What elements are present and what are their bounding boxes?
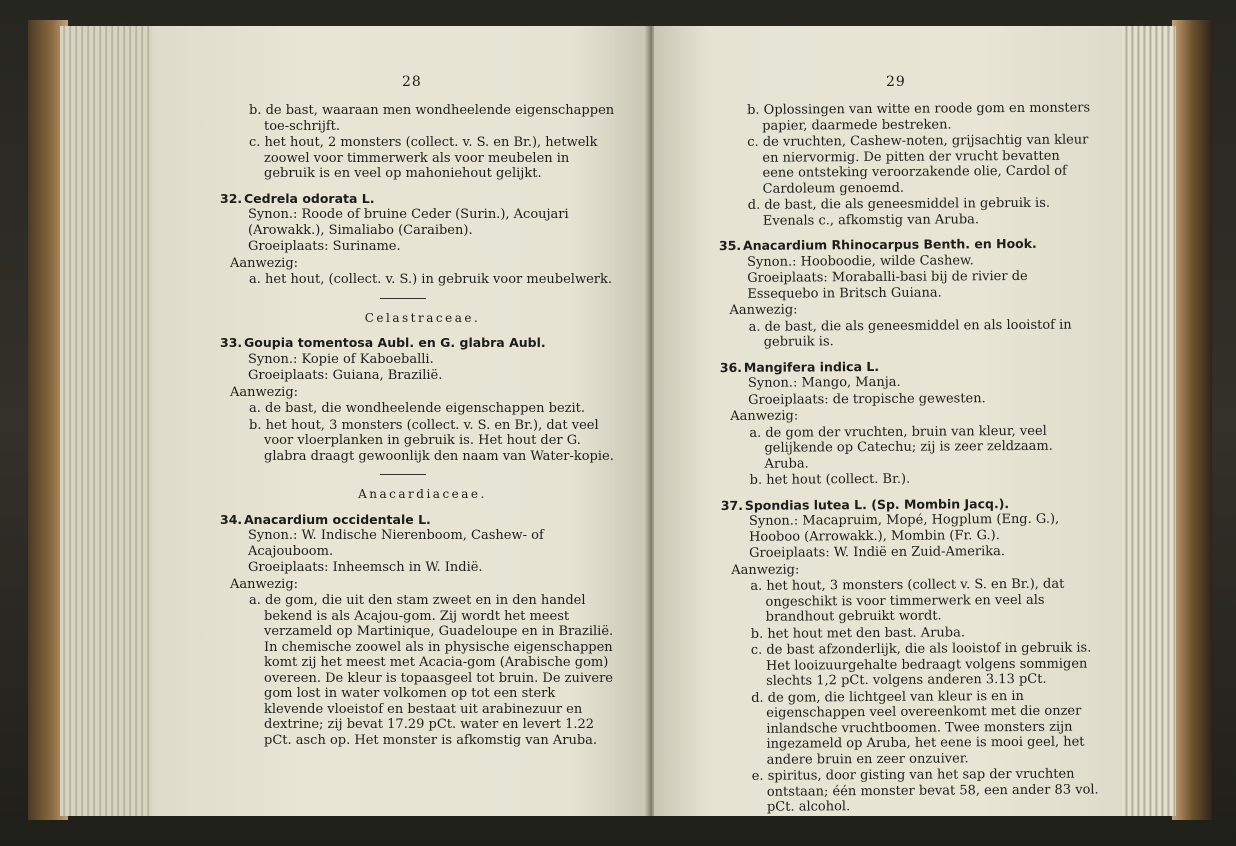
synonym-line: Synon.: Kopie of Kaboeballi.: [248, 351, 434, 367]
entry-title: Mangifera indica L.: [743, 358, 880, 375]
entry-number: 37.: [720, 497, 744, 513]
entry-heading: [719, 357, 1096, 375]
list-item: e. spiritus, door gisting van het sap der vruchten ontstaan; één monster bevat 58, een ander 83 vol. pCt. alcohol.: [751, 766, 1099, 815]
entry-number: 34.: [220, 511, 243, 527]
entry-number: 36.: [719, 359, 743, 375]
family-heading: Celastraceae.: [364, 310, 481, 325]
list-item: b. Oplossingen van witte en roode gom en monsters papier, daarmede bestreken.: [747, 100, 1091, 134]
page-number: 28: [402, 74, 422, 90]
habitat-line: Groeiplaats: Inheemsch in W. Indië.: [248, 560, 483, 575]
list-item: c. de vruchten, Cashew-noten, grijsachtig van kleur en niervormig. De pitten der vrucht bevatten eene ontsteking veroorzakende olie, Cardol of Cardoleum genoemd.: [747, 132, 1089, 197]
list-item: c. de bast afzonderlijk, die als looistof in gebruik is. Het looizuurgehalte bedraagt volgens sommigen slechts 1,2 pCt. volgens anderen 3.13 pCt.: [750, 640, 1092, 689]
synonym-line: Synon.: Macapruim, Mopé, Hogplum (Eng. G.), Hooboo (Arrowakk.), Mombin (Fr. G.).: [748, 511, 1060, 545]
present-label: Aanwezig:: [730, 408, 799, 424]
list-item: a. het hout, (collect. v. S.) in gebruik voor meubelwerk.: [249, 272, 613, 287]
entry-number: 33.: [220, 335, 243, 350]
habitat-line: Groeiplaats: Suriname.: [248, 239, 401, 254]
list-item: d. de bast, die als geneesmiddel in gebruik is. Evenals c., afkomstig van Aruba.: [747, 195, 1051, 229]
entry-number: 32.: [220, 190, 243, 206]
list-item: a. de gom, die uit den stam zweet en in den handel bekend is als Acajou-gom. Zij wordt het meest verzameld op Martinique, Guadeloupe en in Brazilië. In chemische zoowel als in physische eigenschappen komt zij het meest met Acacia-gom (Arabische gom) overeen. De kleur is topaasgeel tot bruin. De zuivere gom lost in water volkomen op tot een sterk klevende vloeistof en bestaat uit arabinezuur en dextrine; zij bevat 17.29 pCt. water en levert 1.22 pCt. asch op. Het monster is afkomstig van Aruba.: [249, 593, 614, 748]
list-item: d. de gom, die lichtgeel van kleur is en in eigenschappen veel overeenkomt met die onzer inlandsche vruchtboomen. Twee monsters zijn ingezameld op Aruba, het eene is mooi geel, het andere bruin en zeer onzuiver.: [751, 688, 1085, 768]
synonym-line: Synon.: W. Indische Nierenboom, Cashew- of Acajouboom.: [248, 528, 544, 559]
habitat-line: Groeiplaats: W. Indië en Zuid-Amerika.: [749, 544, 1006, 561]
list-item: a. de bast, die wondheelende eigenschappen bezit.: [249, 401, 586, 416]
list-item: a. de gom der vruchten, bruin van kleur, veel gelijkende op Catechu; zij is zeer zeldzaam. Aruba.: [749, 423, 1053, 472]
synonym-line: Synon.: Mango, Manja.: [747, 374, 901, 391]
family-heading: Anacardiaceae.: [358, 487, 487, 501]
entry-number: 35.: [718, 237, 742, 254]
entry-title: Goupia tomentosa Aubl. en G. glabra Aubl.: [244, 335, 546, 350]
present-label: Aanwezig:: [731, 562, 800, 578]
entry-title: Spondias lutea L. (Sp. Mombin Jacq.).: [744, 495, 1010, 513]
entry-title: Cedrela odorata L.: [244, 190, 375, 206]
list-item: b. het hout, 3 monsters (collect. v. S. en Br.), dat veel voor vloerplanken in gebruik is. Het hout der G. glabra draagt gewoonlijk den naam van Water-kopie.: [249, 417, 614, 464]
entry-title: Anacardium Rhinocarpus Benth. en Hook.: [742, 235, 1037, 253]
divider: [380, 298, 426, 299]
synonym-line: Synon.: Roode of bruine Ceder (Surin.), Acoujari (Arowakk.), Simaliabo (Caraiben).: [248, 207, 569, 238]
right-page: [654, 26, 1122, 816]
list-item: c. het hout, 2 monsters (collect. v. S. en Br.), hetwelk zoowel voor timmerwerk als voor meubelen in gebruik is en veel op mahoniehout gelijkt.: [249, 135, 598, 181]
list-item: b. het hout met den bast. Aruba.: [750, 624, 966, 642]
habitat-line: Groeiplaats: Guiana, Brazilië.: [248, 368, 443, 383]
page-number: 29: [886, 74, 906, 90]
page-edges-left: [60, 26, 160, 816]
text-column: [220, 102, 615, 749]
habitat-line: Groeiplaats: de tropische gewesten.: [748, 390, 986, 408]
entry-heading: [220, 190, 615, 207]
present-label: Aanwezig:: [230, 384, 299, 400]
divider: [380, 474, 426, 475]
present-label: Aanwezig:: [230, 576, 299, 592]
entry-title: Anacardium occidentale L.: [244, 511, 431, 527]
book-cover-right: [1172, 20, 1212, 820]
entry-heading: [720, 495, 1097, 513]
list-item: b. de bast, waaraan men wondheelende eigenschappen toe-schrijft.: [249, 103, 615, 134]
list-item: a. de bast, die als geneesmiddel en als looistof in gebruik is.: [748, 317, 1072, 350]
entry-heading: [220, 511, 615, 528]
list-item: a. het hout, 3 monsters (collect v. S. en Br.), dat ongeschikt is voor timmerwerk en veel als brandhout gebruikt wordt.: [750, 576, 1065, 625]
text-column: [718, 99, 1099, 816]
habitat-line: Groeiplaats: Moraballi-basi bij de rivier de Essequebo in Britsch Guiana.: [747, 268, 1028, 302]
present-label: Aanwezig:: [230, 255, 299, 271]
entry-heading: [220, 335, 615, 351]
synonym-line: Synon.: Hooboodie, wilde Cashew.: [747, 252, 974, 270]
left-page: [152, 26, 648, 816]
entry-heading: [718, 235, 1095, 254]
list-item: b. het hout (collect. Br.).: [749, 471, 911, 488]
present-label: Aanwezig:: [729, 302, 798, 318]
